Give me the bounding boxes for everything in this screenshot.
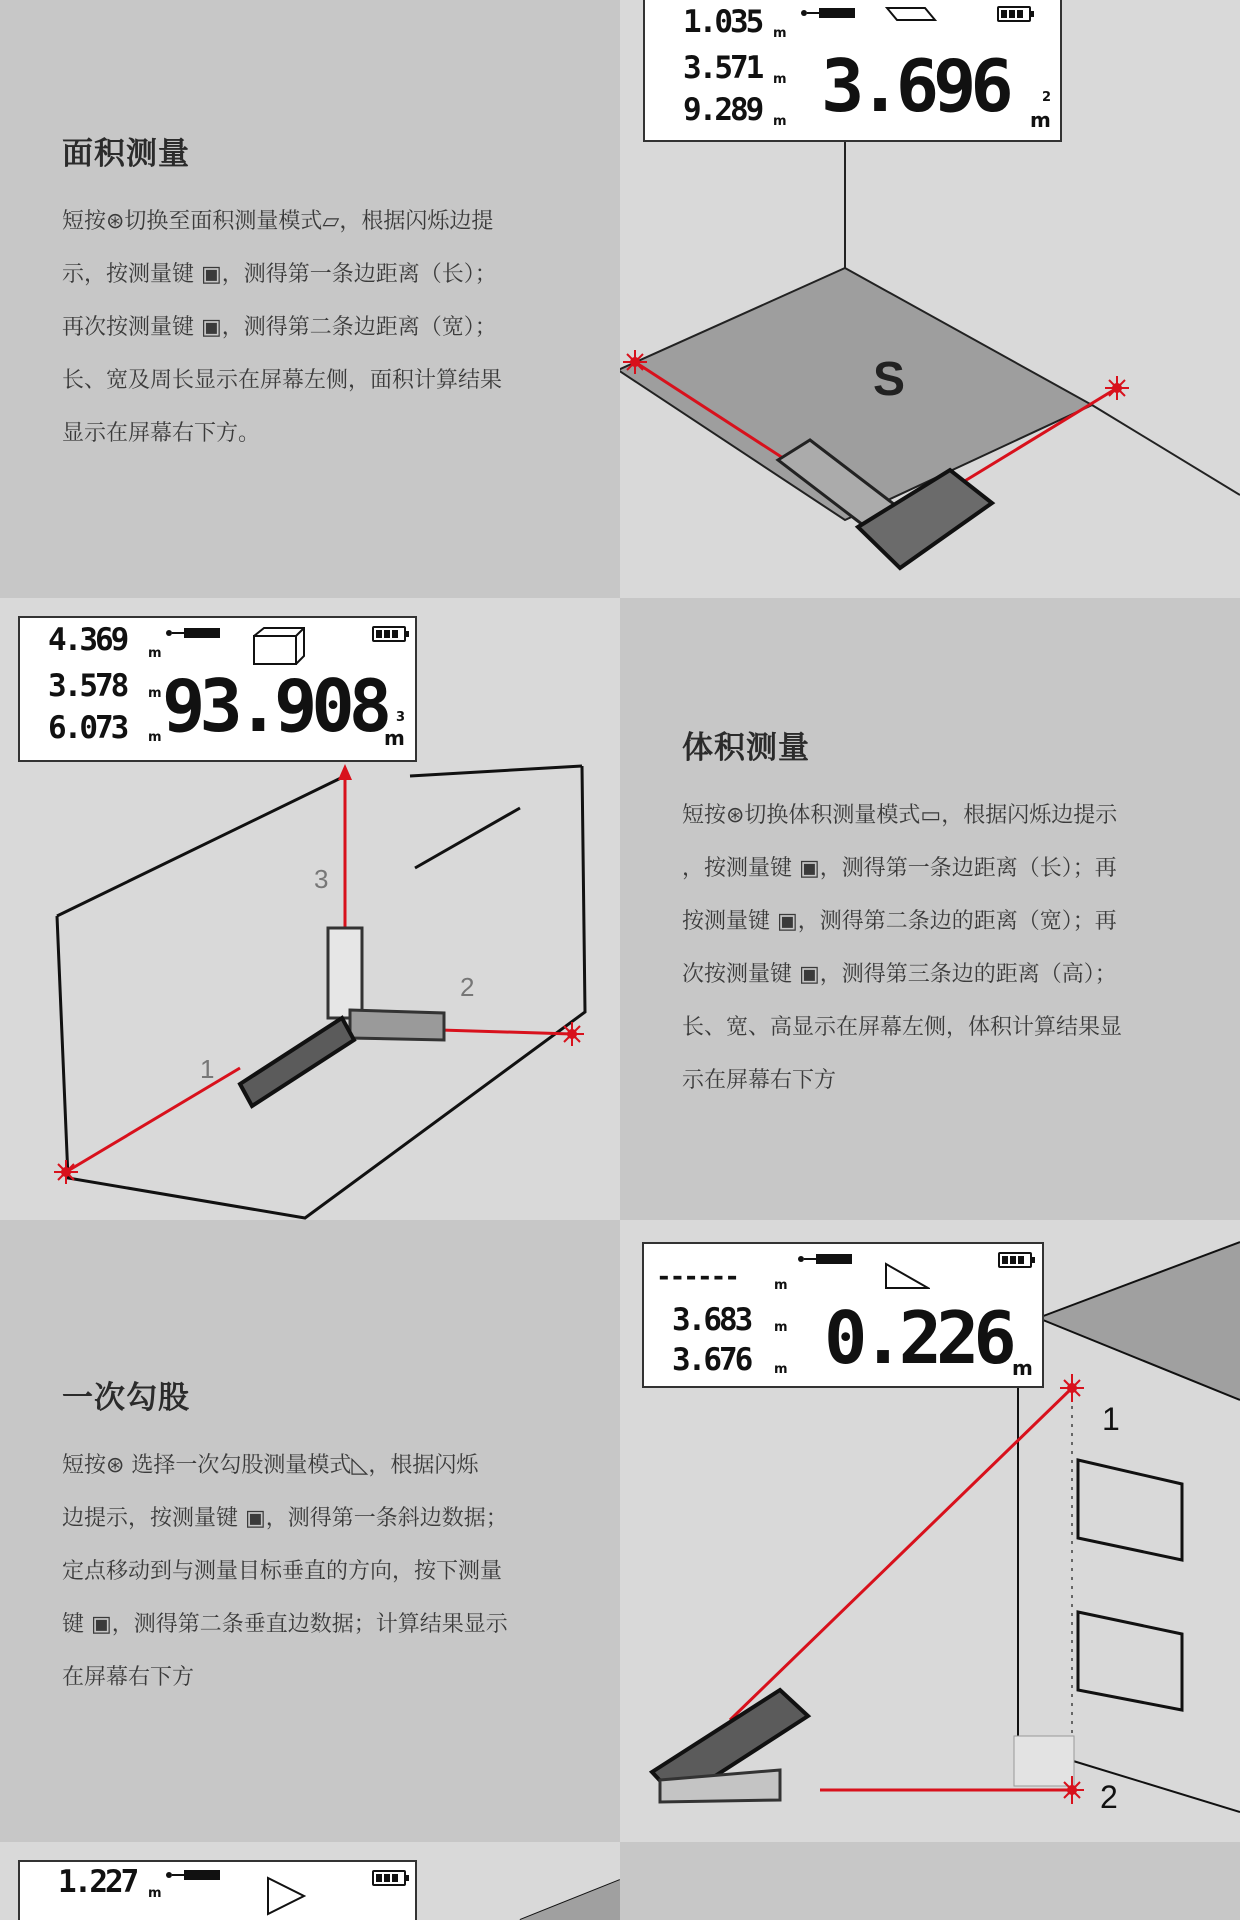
area-line-4: 长、宽及周长显示在屏幕左侧，面积计算结果 xyxy=(62,368,503,393)
next-roof xyxy=(520,1880,620,1920)
pythagoras-label-1: 1 xyxy=(1102,1401,1120,1437)
volume-lcd-screen xyxy=(18,616,417,762)
pythagoras-line-5: 在屏幕右下方 xyxy=(62,1665,195,1690)
volume-lcd-result-unit: m xyxy=(384,726,405,750)
laser-icon xyxy=(160,1870,220,1880)
volume-device-2 xyxy=(350,1010,444,1040)
area-text-block xyxy=(62,128,502,460)
volume-device-1 xyxy=(240,1018,354,1106)
pythagoras-line-4: 键 ▣，测得第二条垂直边数据；计算结果显示 xyxy=(62,1612,508,1637)
volume-line-2: ，按测量键 ▣，测得第一条边距离（长）；再 xyxy=(682,856,1117,881)
pythagoras-line-1: 短按⊛ 选择一次勾股测量模式◺，根据闪烁 xyxy=(62,1453,479,1478)
volume-device-3 xyxy=(328,928,362,1018)
next-lcd-unit-1: m xyxy=(148,1886,162,1901)
volume-lcd-result-sup: 3 xyxy=(396,710,406,725)
next-illustration-panel xyxy=(0,1842,620,1920)
volume-title: 体积测量 xyxy=(682,730,810,766)
volume-inner-edge xyxy=(415,808,520,868)
right-angle-marker xyxy=(1014,1736,1074,1786)
area-lcd-result: 3.696 xyxy=(821,44,1008,128)
volume-laser-3-arrow xyxy=(338,764,352,780)
next-lcd-screen xyxy=(18,1860,417,1920)
pythagoras-lcd-row2: 3.683 xyxy=(672,1302,751,1338)
pythagoras-lcd-screen xyxy=(642,1242,1044,1388)
laser-icon xyxy=(795,8,855,18)
pythagoras-lcd-row1: ------ xyxy=(656,1262,738,1292)
pythagoras-lcd-unit-3: m xyxy=(774,1362,788,1377)
pythagoras-laser-hypotenuse xyxy=(730,1388,1072,1720)
battery-icon xyxy=(997,6,1031,22)
area-lcd-unit-3: m xyxy=(773,114,787,129)
area-mode-icon xyxy=(885,6,937,22)
pythagoras-lcd-row3: 3.676 xyxy=(672,1342,751,1378)
wall-base-edge xyxy=(1070,1760,1240,1812)
building-roof xyxy=(1038,1242,1240,1400)
area-lcd-row2: 3.571 xyxy=(683,50,762,86)
volume-line-1: 短按⊛切换体积测量模式▭，根据闪烁边提示 xyxy=(682,803,1118,828)
pythagoras-line-2: 边提示，按测量键 ▣，测得第一条斜边数据； xyxy=(62,1506,508,1531)
laser-icon xyxy=(160,628,220,638)
volume-line-3: 按测量键 ▣，测得第二条边的距离（宽）；再 xyxy=(682,909,1117,934)
laser-icon xyxy=(792,1254,852,1264)
area-line-1: 短按⊛切换至面积测量模式▱，根据闪烁边提 xyxy=(62,209,494,234)
area-lcd-unit-2: m xyxy=(773,72,787,87)
volume-lcd-unit-1: m xyxy=(148,646,162,661)
pythagoras-title: 一次勾股 xyxy=(62,1380,190,1416)
pythagoras-text-panel xyxy=(0,1220,620,1842)
battery-icon xyxy=(372,1870,406,1886)
area-lcd-screen xyxy=(643,0,1062,142)
pythagoras-illustration-panel xyxy=(620,1220,1240,1842)
laser-spot-right-wall xyxy=(560,1022,584,1046)
pythagoras-lcd-result: 0.226 xyxy=(824,1296,1011,1380)
pythagoras-lcd-unit-2: m xyxy=(774,1320,788,1335)
pythagoras-text-block xyxy=(62,1372,508,1704)
volume-label-2: 2 xyxy=(460,972,475,1002)
laser-spot-right xyxy=(1105,376,1129,400)
volume-line-5: 长、宽、高显示在屏幕左侧，体积计算结果显 xyxy=(682,1015,1123,1040)
triangle-mode-icon xyxy=(884,1262,930,1290)
next-lcd-row1: 1.227 xyxy=(58,1864,137,1900)
window-lower xyxy=(1078,1612,1182,1710)
volume-lcd-row3: 6.073 xyxy=(48,710,127,746)
next-text-panel xyxy=(620,1842,1240,1920)
area-lcd-result-unit: m xyxy=(1030,108,1051,132)
volume-lcd-row1: 4.369 xyxy=(48,622,127,658)
area-title: 面积测量 xyxy=(62,136,190,172)
area-lcd-result-sup: 2 xyxy=(1042,90,1052,105)
area-line-2: 示，按测量键 ▣，测得第一条边距离（长）； xyxy=(62,262,497,287)
area-illustration-panel xyxy=(620,0,1240,598)
pythagoras-lcd-unit-1: m xyxy=(774,1278,788,1293)
volume-label-1: 1 xyxy=(200,1054,215,1084)
volume-line-6: 示在屏幕右下方 xyxy=(682,1068,837,1093)
volume-lcd-row2: 3.578 xyxy=(48,668,127,704)
volume-box-edge-top xyxy=(57,776,345,916)
volume-line-4: 次按测量键 ▣，测得第三条边的距离（高）； xyxy=(682,962,1117,987)
volume-lcd-result: 93.908 xyxy=(162,664,387,748)
volume-box-edge-top-right xyxy=(410,766,582,776)
battery-icon xyxy=(998,1252,1032,1268)
area-line-5: 显示在屏幕右下方。 xyxy=(62,421,261,446)
volume-label-3: 3 xyxy=(314,864,329,894)
area-lcd-unit-1: m xyxy=(773,26,787,41)
volume-illustration-panel xyxy=(0,598,620,1220)
battery-icon xyxy=(372,626,406,642)
volume-laser-2 xyxy=(440,1030,572,1034)
window-upper xyxy=(1078,1460,1182,1560)
volume-lcd-unit-2: m xyxy=(148,686,162,701)
area-text-panel xyxy=(0,0,620,598)
volume-mode-icon xyxy=(252,626,308,666)
area-lcd-row1: 1.035 xyxy=(683,4,762,40)
area-edge-line xyxy=(1092,405,1240,495)
area-figure-label: S xyxy=(873,353,906,406)
volume-lcd-unit-3: m xyxy=(148,730,162,745)
pythagoras-lcd-result-unit: m xyxy=(1012,1356,1033,1380)
area-lcd-row3: 9.289 xyxy=(683,92,762,128)
area-line-3: 再次按测量键 ▣，测得第二条边距离（宽）； xyxy=(62,315,497,340)
triangle-mode-icon xyxy=(266,1876,306,1916)
pythagoras-label-2: 2 xyxy=(1100,1779,1118,1815)
pythagoras-line-3: 定点移动到与测量目标垂直的方向，按下测量 xyxy=(62,1559,503,1584)
volume-text-panel xyxy=(620,598,1240,1220)
volume-text-block xyxy=(682,722,1122,1107)
volume-box-outline xyxy=(57,766,585,1218)
